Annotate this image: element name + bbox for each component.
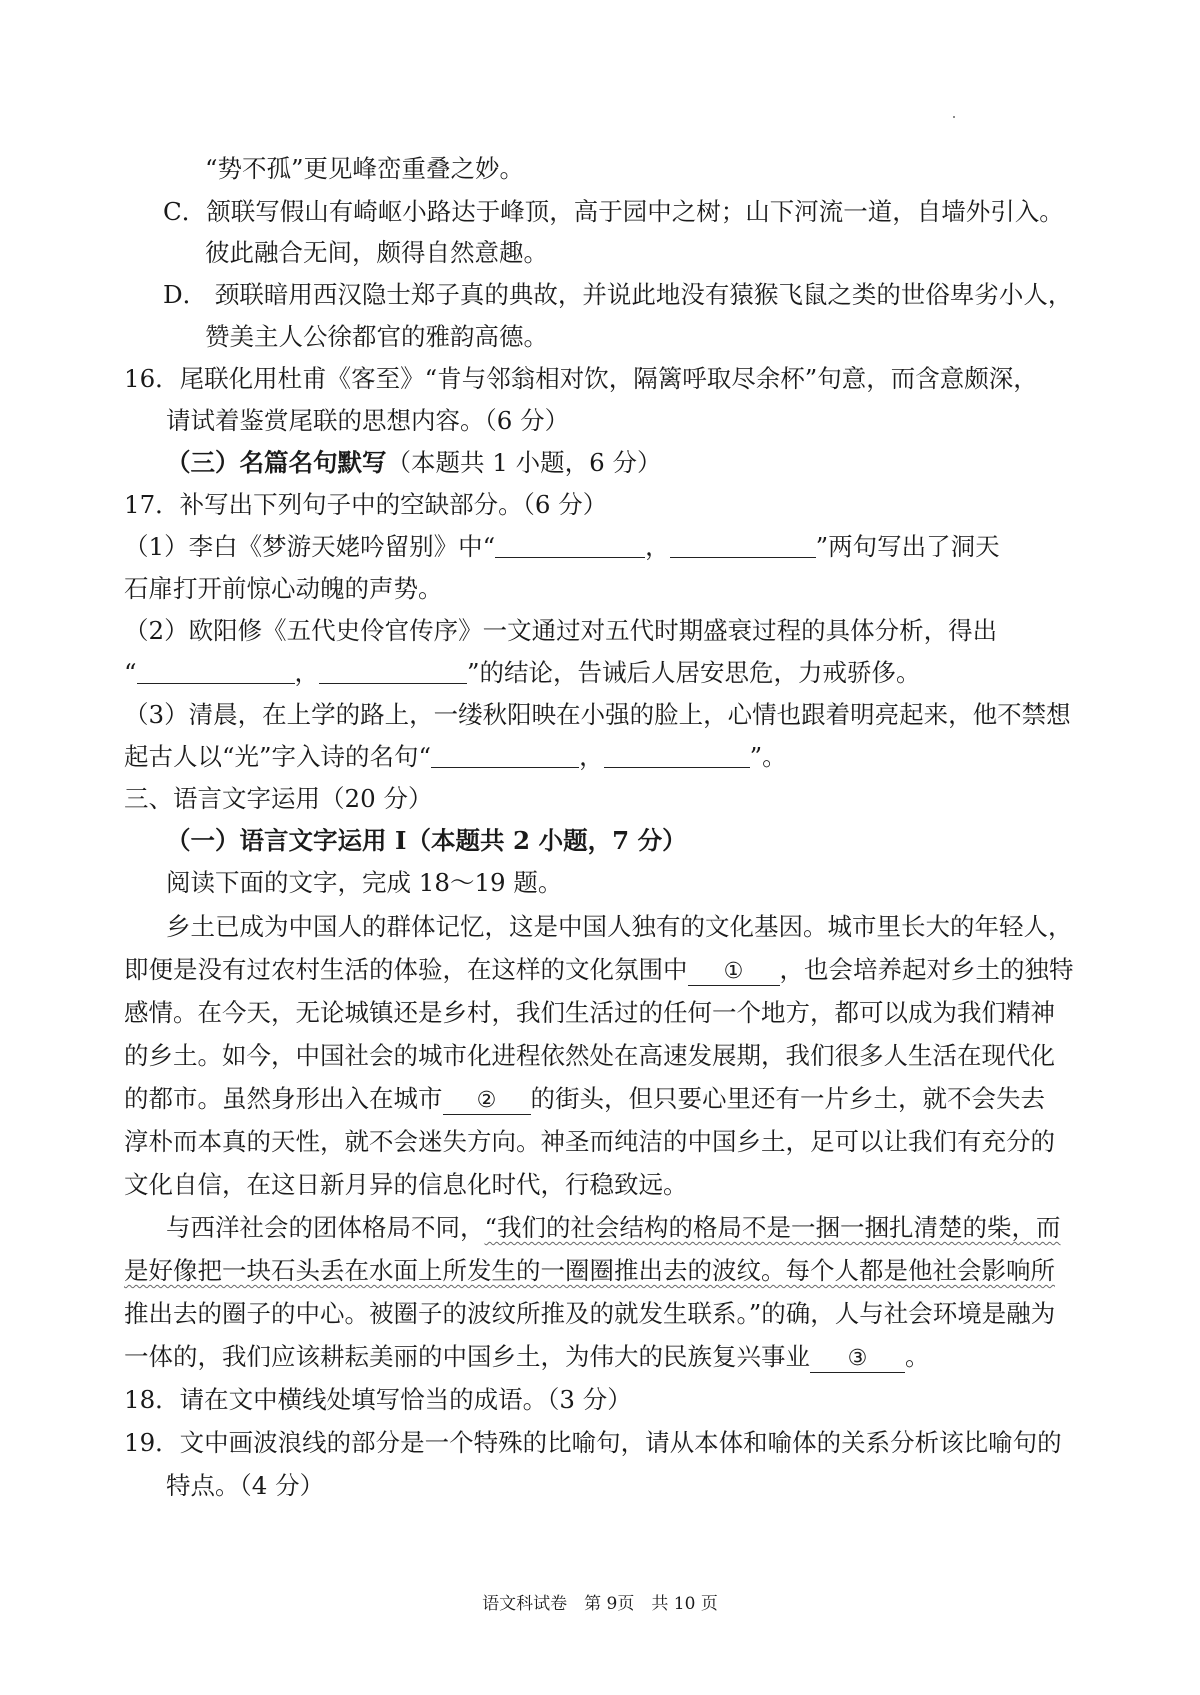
question-16-continuation: 请试着鉴赏尾联的思想内容。（6 分）	[166, 406, 570, 435]
quote-open: “	[124, 658, 137, 687]
blank-3[interactable]: ③	[810, 1346, 905, 1373]
option-d: D． 颈联暗用西汉隐士郑子真的典故，并说此地没有猿猴飞鼠之类的世俗卑劣小人，	[163, 280, 1073, 309]
question-17-item-3: （3）清晨，在上学的路上，一缕秋阳映在小强的脸上，心情也跟着明亮起来，他不禁想	[124, 700, 1071, 729]
passage-line: 感情。在今天，无论城镇还是乡村，我们生活过的任何一个地方，都可以成为我们精神	[124, 998, 1055, 1027]
option-d-continuation: 赞美主人公徐都官的雅韵高德。	[205, 322, 548, 351]
passage-line: 推出去的圈子的中心。被圈子的波纹所推及的就发生联系。”的确，人与社会环境是融为	[124, 1299, 1056, 1328]
item-1-text: （1）李白《梦游天姥吟留别》中“	[124, 532, 496, 561]
passage-line: 的乡土。如今，中国社会的城市化进程依然处在高速发展期，我们很多人生活在现代化	[124, 1041, 1055, 1070]
passage-text: 。	[905, 1342, 930, 1371]
page-footer: 语文科试卷 第 9页 共 10 页	[482, 1594, 718, 1614]
passage-line	[124, 1340, 930, 1374]
question-17-item-1	[124, 530, 1000, 564]
passage-line	[124, 953, 1074, 987]
question-18: 18．请在文中横线处填写恰当的成语。（3 分）	[124, 1385, 632, 1414]
answer-blank[interactable]	[604, 743, 750, 768]
answer-blank[interactable]	[670, 533, 816, 558]
scan-dot	[953, 116, 955, 118]
wavy-underlined-text: 是好像把一块石头丢在水面上所发生的一圈圈推出去的波纹。每个人都是他社会影响所	[124, 1256, 1055, 1285]
subsection-heading-language-use: （一）语言文字运用 I（本题共 2 小题，7 分）	[166, 826, 687, 855]
answer-blank[interactable]	[137, 659, 295, 684]
question-16: 16．尾联化用杜甫《客至》“肯与邻翁相对饮，隔篱呼取尽余杯”句意，而含意颇深，	[124, 364, 1038, 393]
passage-text: 的都市。虽然身形出入在城市	[124, 1084, 443, 1113]
option-b-continuation: “势不孤”更见峰峦重叠之妙。	[205, 154, 525, 183]
answer-blank[interactable]	[495, 533, 645, 558]
passage-line	[124, 1082, 1045, 1116]
passage-line: 淳朴而本真的天性，就不会迷失方向。神圣而纯洁的中国乡土，足可以让我们有充分的	[124, 1127, 1055, 1156]
question-17-item-3-continuation	[124, 740, 787, 774]
question-17-item-2: （2）欧阳修《五代史伶官传序》一文通过对五代时期盛衰过程的具体分析，得出	[124, 616, 998, 645]
passage-paragraph-1: 乡土已成为中国人的群体记忆，这是中国人独有的文化基因。城市里长大的年轻人，	[166, 912, 1073, 941]
passage-text: 与西洋社会的团体格局不同，	[166, 1213, 485, 1242]
answer-blank[interactable]	[431, 743, 579, 768]
comma: ，	[645, 532, 670, 561]
passage-text: 一体的，我们应该耕耘美丽的中国乡土，为伟大的民族复兴事业	[124, 1342, 810, 1371]
blank-2[interactable]: ②	[443, 1088, 531, 1115]
passage-text: 即便是没有过农村生活的体验，在这样的文化氛围中	[124, 955, 688, 984]
question-19: 19．文中画波浪线的部分是一个特殊的比喻句，请从本体和喻体的关系分析该比喻句的	[124, 1428, 1062, 1457]
option-c: C．颔联写假山有崎岖小路达于峰顶，高于园中之树；山下河流一道，自墙外引入。	[163, 197, 1064, 226]
question-17-item-2-continuation	[124, 656, 921, 690]
question-19-continuation: 特点。（4 分）	[166, 1471, 325, 1500]
section-heading-title: （三）名篇名句默写	[166, 448, 387, 477]
part-three-heading: 三、语言文字运用（20 分）	[124, 784, 433, 813]
option-c-continuation: 彼此融合无间，颇得自然意趣。	[205, 238, 548, 267]
item-3-text-end: ”。	[749, 742, 787, 771]
question-17: 17．补写出下列句子中的空缺部分。（6 分）	[124, 490, 608, 519]
item-3-text: 起古人以“光”字入诗的名句“	[124, 742, 432, 771]
comma: ，	[294, 658, 320, 687]
wavy-underlined-text: “我们的社会结构的格局不是一捆一捆扎清楚的柴，而	[484, 1213, 1061, 1242]
blank-1[interactable]: ①	[688, 959, 780, 986]
question-17-item-1-continuation: 石扉打开前惊心动魄的声势。	[124, 574, 443, 603]
item-2-text-end: ”的结论，告诫后人居安思危，力戒骄侈。	[467, 658, 921, 687]
answer-blank[interactable]	[319, 659, 467, 684]
comma: ，	[579, 742, 604, 771]
item-1-text-end: ”两句写出了洞天	[815, 532, 1000, 561]
passage-paragraph-2	[166, 1211, 1061, 1245]
reading-instruction: 阅读下面的文字，完成 18～19 题。	[166, 868, 563, 897]
section-heading-famous-lines	[166, 446, 662, 480]
passage-text: ，也会培养起对乡土的独特	[779, 955, 1074, 984]
passage-text: 的街头，但只要心里还有一片乡土，就不会失去	[530, 1084, 1045, 1113]
passage-line: 文化自信，在这日新月异的信息化时代，行稳致远。	[124, 1170, 688, 1199]
section-heading-note: （本题共 1 小题，6 分）	[386, 448, 662, 477]
